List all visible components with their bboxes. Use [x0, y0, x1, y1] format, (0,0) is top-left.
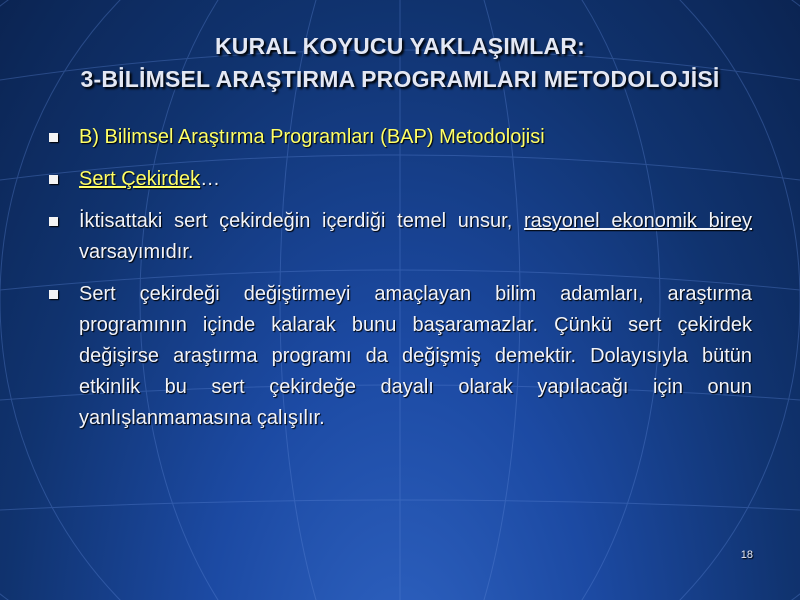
bullet-item-sert-cekirdek-degistirme [48, 279, 752, 434]
ellipsis-text: … [200, 168, 221, 190]
slide-title [0, 30, 800, 96]
bullet-text-after: varsayımıdır. [79, 241, 194, 263]
bullet-list [48, 122, 752, 445]
bullet-item-sert-cekirdek [48, 164, 752, 195]
slide-title-line-2: 3-BİLİMSEL ARAŞTIRMA PROGRAMLARI METODOLOJİSİ [80, 66, 720, 92]
square-bullet-icon [49, 133, 58, 142]
bullet-item-bap [48, 122, 752, 153]
underlined-term: Sert Çekirdek [79, 168, 201, 190]
page-number: 18 [740, 549, 753, 561]
bullet-text: Sert çekirdeği değiştirmeyi amaçlayan bilim adamları, araştırma programının içinde kalarak bunu başaramazlar. Çünkü sert çekirdek değişirse araştırma programı da değişmiş demektir. Dolayısıyla bütün etkinlik bu sert çekirdeğe dayalı olarak yapılacağı için onun yanlışlanmamasına çalışılır. [79, 283, 752, 429]
square-bullet-icon [49, 290, 58, 299]
underlined-term: rasyonel ekonomik birey [524, 210, 753, 232]
bullet-item-temel-unsur [48, 206, 752, 268]
bullet-text-before: İktisattaki sert çekirdeğin içerdiği temel unsur, [79, 210, 524, 232]
slide-title-line-1: KURAL KOYUCU YAKLAŞIMLAR: [214, 33, 586, 59]
square-bullet-icon [49, 175, 58, 184]
square-bullet-icon [49, 217, 58, 226]
bullet-text: B) Bilimsel Araştırma Programları (BAP) Metodolojisi [79, 126, 545, 148]
